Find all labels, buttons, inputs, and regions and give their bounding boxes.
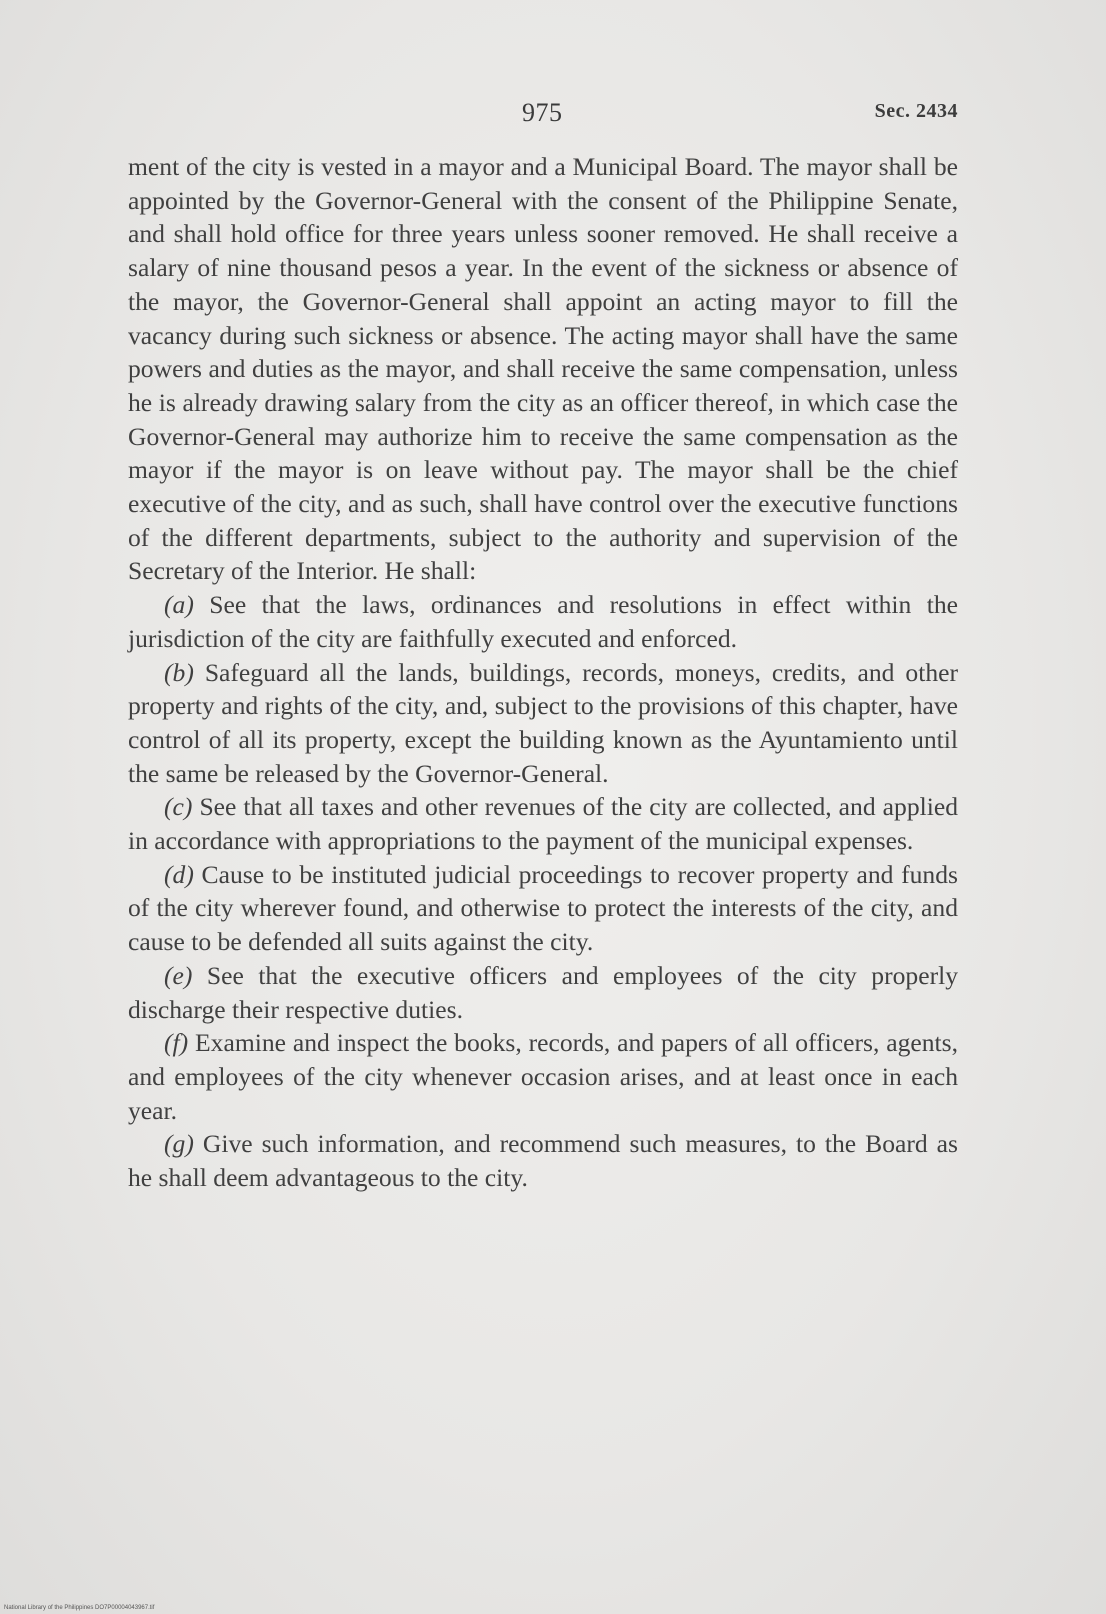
body-text xyxy=(128,150,958,1195)
item-text: See that the executive officers and employees of the city properly discharge their respective duties. xyxy=(128,960,958,1024)
page-number: 975 xyxy=(522,98,563,127)
item-label: (g) xyxy=(164,1129,194,1159)
list-item-a xyxy=(128,588,958,655)
scan-footer: National Library of the Philippines DO7P00004043967.tif xyxy=(4,1605,155,1611)
item-text: Give such information, and recommend such measures, to the Board as he shall deem advantageous to the city. xyxy=(128,1129,958,1193)
intro-paragraph: ment of the city is vested in a mayor and a Municipal Board. The mayor shall be appointed by the Governor-General with the consent of the Philippine Senate, and shall hold office for three years unless sooner removed. He shall receive a salary of nine thousand pesos a year. In the event of the sickness or absence of the mayor, the Governor-General shall appoint an acting mayor to fill the vacancy during such sickness or absence. The acting mayor shall have the same powers and duties as the mayor, and shall receive the same compensation, unless he is already drawing salary from the city as an officer thereof, in which case the Governor-General may authorize him to receive the same compensation as the mayor if the mayor is on leave without pay. The mayor shall be the chief executive of the city, and as such, shall have control over the executive functions of the different departments, subject to the authority and supervision of the Secretary of the Interior. He shall: xyxy=(128,152,958,586)
list-item-f xyxy=(128,1026,958,1127)
item-text: See that the laws, ordinances and resolutions in effect within the jurisdiction of the city are faithfully executed and enforced. xyxy=(128,590,958,653)
item-label: (a) xyxy=(164,590,194,620)
item-text: Cause to be instituted judicial proceedings to recover property and funds of the city wherever found, and otherwise to protect the interests of the city, and cause to be defended all suits against the city. xyxy=(128,859,958,957)
list-item-c xyxy=(128,790,958,857)
section-reference: Sec. 2434 xyxy=(874,100,958,122)
list-item-e xyxy=(128,959,958,1026)
item-text: Examine and inspect the books, records, and papers of all officers, agents, and employees of the city whenever occasion arises, and at least once in each year. xyxy=(128,1028,958,1125)
list-item-d xyxy=(128,858,958,959)
item-label: (b) xyxy=(164,657,194,687)
list-item-b xyxy=(128,656,958,791)
list-item-g xyxy=(128,1127,958,1194)
item-label: (e) xyxy=(164,960,193,990)
page-header xyxy=(128,92,958,132)
item-label: (f) xyxy=(164,1028,189,1058)
item-label: (d) xyxy=(164,859,194,889)
item-text: Safeguard all the lands, buildings, records, moneys, credits, and other property and rights of the city, and, subject to the provisions of this chapter, have control of all its property, except the building known as the Ayuntamiento until the same be released by the Governor-General. xyxy=(128,657,958,788)
item-label: (c) xyxy=(164,792,193,822)
item-text: See that all taxes and other revenues of the city are collected, and applied in accordance with appropriations to the payment of the municipal expenses. xyxy=(128,792,958,856)
